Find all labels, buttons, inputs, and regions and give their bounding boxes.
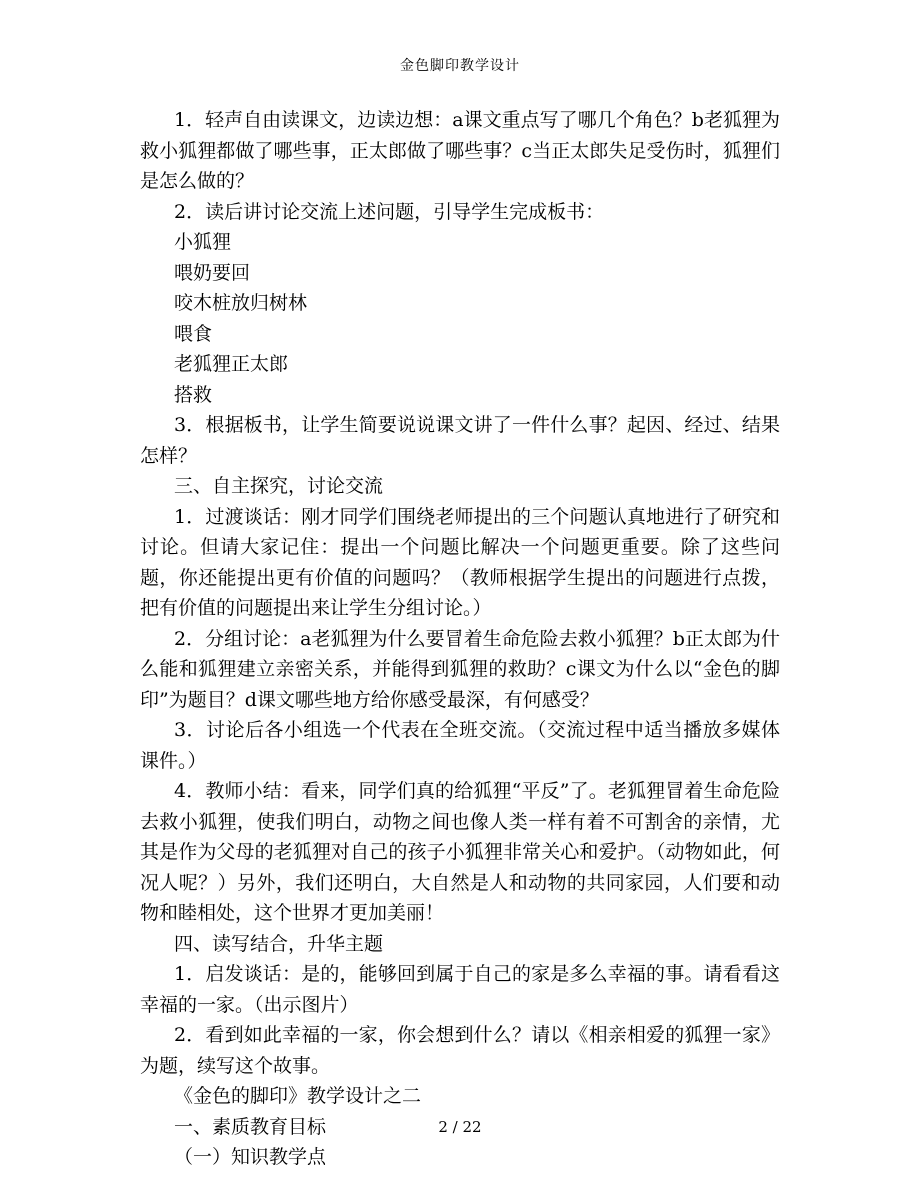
board-line-5: 老狐狸正太郎 bbox=[174, 353, 289, 375]
paragraph-discussion-2: 2．分组讨论：a老狐狸为什么要冒着生命危险去救小狐狸？b正太郎为什么能和狐狸建立亲密关系，并能得到狐狸的救助？c课文为什么以“金色的脚印”为题目？d课文哪些地方给你感受最深，有何感受？ bbox=[140, 627, 780, 711]
paragraph-discussion-4: 4．教师小结：看来，同学们真的给狐狸“平反”了。老狐狸冒着生命危险去救小狐狸，使我们明白，动物之间也像人类一样有着不可割舍的亲情，尤其是作为父母的老狐狸对自己的孩子小狐狸非常关心和爱护。（动物如此，何况人呢？）另外，我们还明白，大自然是人和动物的共同家园，人们要和动物和睦相处，这个世界才更加美丽！ bbox=[140, 780, 780, 924]
paragraph-question-3: 3．根据板书，让学生简要说说课文讲了一件什么事？起因、经过、结果怎样？ bbox=[140, 414, 780, 467]
knowledge-heading: （一）知识教学点 bbox=[174, 1146, 327, 1168]
section-heading-4: 四、读写结合，升华主题 bbox=[174, 932, 384, 955]
paragraph-writing-2: 2．看到如此幸福的一家，你会想到什么？请以《相亲相爱的狐狸一家》为题，续写这个故事。 bbox=[140, 1024, 780, 1077]
board-line-6: 搭救 bbox=[174, 383, 213, 406]
paragraph-question-1: 1．轻声自由读课文，边读边想：a课文重点写了哪几个角色？b老狐狸为救小狐狸都做了哪些事，正太郎做了哪些事？c当正太郎失足受伤时，狐狸们是怎么做的？ bbox=[140, 109, 780, 192]
document-body bbox=[140, 105, 780, 1173]
paragraph-discussion-1: 1．过渡谈话：刚才同学们围绕老师提出的三个问题认真地进行了研究和讨论。但请大家记住：提出一个问题比解决一个问题更重要。除了这些问题，你还能提出更有价值的问题吗？（教师根据学生提出的问题进行点拨，把有价值的问题提出来让学生分组讨论。） bbox=[140, 505, 780, 619]
board-line-3: 咬木桩放归树林 bbox=[174, 292, 308, 314]
goal-heading: 一、素质教育目标 bbox=[174, 1115, 327, 1138]
section-heading-3: 三、自主探究，讨论交流 bbox=[174, 475, 384, 497]
page-number: 2 / 22 bbox=[438, 1118, 482, 1136]
paragraph-discussion-3: 3．讨论后各小组选一个代表在全班交流。（交流过程中适当播放多媒体课件。） bbox=[140, 719, 780, 772]
board-line-2: 喂奶要回 bbox=[174, 261, 251, 284]
page-header: 金色脚印教学设计 bbox=[400, 58, 520, 74]
paragraph-question-2: 2．读后讲讨论交流上述问题，引导学生完成板书： bbox=[174, 200, 605, 223]
design-two-title: 《金色的脚印》教学设计之二 bbox=[174, 1085, 422, 1107]
board-line-1: 小狐狸 bbox=[174, 231, 232, 253]
board-line-4: 喂食 bbox=[174, 322, 213, 345]
paragraph-writing-1: 1．启发谈话：是的，能够回到属于自己的家是多么幸福的事。请看看这幸福的一家。（出示图片） bbox=[140, 963, 780, 1016]
